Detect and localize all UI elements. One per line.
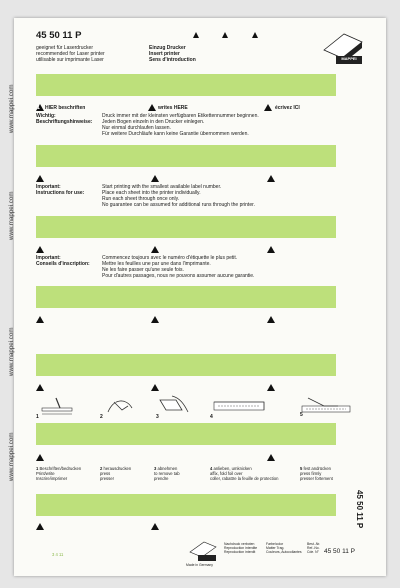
step-number: 1 <box>36 414 39 420</box>
number-badge-icon <box>36 316 44 323</box>
footer-text: Nachdruck verboten <box>224 542 255 546</box>
logo-text: MAPPEI <box>341 56 357 61</box>
label-strip <box>36 354 336 376</box>
step-fr: prendre <box>154 476 169 482</box>
number-badge-icon <box>36 384 44 391</box>
en-label-2: Instructions for use: <box>36 190 85 196</box>
footer-col-2 <box>266 542 302 554</box>
side-url: www.mappei.com <box>8 432 15 481</box>
footer-text: Farbe/color <box>266 542 284 546</box>
step-4-pictogram-icon <box>210 396 270 418</box>
label-strip <box>36 286 336 308</box>
number-badge-icon <box>36 175 44 182</box>
number-badge-icon <box>267 316 275 323</box>
step-number: 1 <box>36 466 39 471</box>
fr-line: Commencez toujours avec le numéro d'étiquette le plus petit. <box>102 255 238 261</box>
step-number: 5 <box>300 466 303 471</box>
step-number: 3 <box>156 414 159 420</box>
step-5-text <box>300 466 354 481</box>
number-badge-icon <box>264 104 272 111</box>
made-in-text: Made in Germany <box>186 563 213 567</box>
fr-line: Ne les faire passer qu'une seule fois. <box>102 267 184 273</box>
step-number: 2 <box>100 466 103 471</box>
footer-col-1 <box>224 542 257 554</box>
number-badge-icon <box>36 523 44 530</box>
step-number: 3 <box>154 466 157 471</box>
step-2-text <box>100 466 150 481</box>
footer-text: Couleurs, Autocollantes <box>266 550 302 555</box>
de-label-1: Wichtig: <box>36 113 56 119</box>
feed-en: Insert printer <box>149 51 180 57</box>
step-en: affix, fold foil over <box>210 471 243 477</box>
en-line: Place each sheet into the printer individually. <box>102 190 201 196</box>
step-2-pictogram-icon <box>100 394 140 416</box>
step-number: 2 <box>100 414 103 420</box>
number-badge-icon <box>151 523 159 530</box>
feed-de: Einzug Drucker <box>149 45 186 51</box>
number-badge-icon <box>148 104 156 111</box>
feed-arrow-icon <box>222 32 228 38</box>
step-3-text <box>154 466 206 481</box>
step-en: press <box>100 471 111 477</box>
de-line: Druck immer mit der kleinsten verfügbaren Etikettennummer beginnen. <box>102 113 259 119</box>
en-label-1: Important: <box>36 184 61 190</box>
step-fr: presser <box>100 476 114 482</box>
side-url: www.mappei.com <box>8 327 15 376</box>
label-sheet <box>8 18 386 576</box>
footer-text: Cde. N° <box>307 550 319 555</box>
header-en-line: recommended for Laser printer <box>36 51 105 57</box>
step-1-text <box>36 466 98 481</box>
step-en: to remove tab <box>154 471 180 477</box>
side-url: www.mappei.com <box>8 84 15 133</box>
fr-label-2: Conseils d'inscription: <box>36 261 90 267</box>
write-here-fr: écrivez ICI <box>275 105 300 111</box>
step-4-text <box>210 466 296 481</box>
bottom-left-code: 3 4 11 <box>52 552 64 557</box>
de-line: Jeden Bogen einzeln in den Drucker einlegen. <box>102 119 205 125</box>
step-1-pictogram-icon <box>36 396 76 418</box>
side-url: www.mappei.com <box>8 191 15 240</box>
footer-col-3 <box>307 542 320 554</box>
step-de: herausdrucken <box>103 466 132 471</box>
number-badge-icon <box>267 384 275 391</box>
product-number: 45 50 11 P <box>36 30 82 41</box>
footer-text: Matter Trag. <box>266 546 285 551</box>
footer-text: Ref.-No. <box>307 546 320 551</box>
footer-text: Reproduction interdite <box>224 546 258 551</box>
footer-text: Best.-Nr. <box>307 542 321 546</box>
label-strip <box>36 423 336 445</box>
number-badge-icon <box>267 246 275 253</box>
step-fr: presser fortement <box>300 476 333 482</box>
step-fr: coller, rabattre la feuille de protection <box>210 476 279 482</box>
step-3-pictogram-icon <box>154 394 194 416</box>
mappei-logo <box>320 32 366 66</box>
feed-arrow-icon <box>252 32 258 38</box>
de-line: Nur einmal durchlaufen lassen. <box>102 125 171 131</box>
number-badge-icon <box>151 384 159 391</box>
number-badge-icon <box>36 454 44 461</box>
label-number: 1 <box>37 105 40 111</box>
footer-product-number: 45 50 11 P <box>324 548 355 555</box>
step-number: 5 <box>300 412 303 418</box>
de-label-2: Beschriftungshinweise: <box>36 119 93 125</box>
step-number: 4 <box>210 414 213 420</box>
step-en: Print/write <box>36 471 55 477</box>
write-here-de: HIER beschriften <box>45 105 86 111</box>
en-line: Start printing with the smallest available label number. <box>102 184 222 190</box>
step-de: Beschriften/bedrucken <box>39 466 82 471</box>
write-here-en: writes HERE <box>158 105 188 111</box>
step-de: fest andrücken <box>303 466 331 471</box>
feed-fr: Sens d'introduction <box>149 57 196 63</box>
number-badge-icon <box>151 316 159 323</box>
vertical-product-number: 45 50 11 P <box>355 490 364 529</box>
feed-arrow-icon <box>193 32 199 38</box>
step-fr: Inscrire/imprimer <box>36 476 68 482</box>
de-line: Für weitere Durchläufe kann keine Garantie übernommen werden. <box>102 131 249 137</box>
label-strip <box>36 216 336 238</box>
number-badge-icon <box>151 246 159 253</box>
header-fr-line: utilisable sur imprimante Laser <box>36 57 104 63</box>
fr-line: Mettre les feuilles une par une dans l'imprimante. <box>102 261 211 267</box>
step-de: anlieben, umknicken <box>213 466 252 471</box>
header-de-line: geeignet für Laserdrucker <box>36 45 93 51</box>
number-badge-icon <box>267 175 275 182</box>
step-number: 4 <box>210 466 213 471</box>
number-badge-icon <box>267 454 275 461</box>
number-badge-icon <box>36 246 44 253</box>
step-5-pictogram-icon <box>298 394 358 416</box>
label-strip <box>36 494 336 516</box>
fr-line: Pour d'autres passages, nous ne pouvons assumer aucune garantie. <box>102 273 255 279</box>
footer-mappei-logo <box>188 540 218 562</box>
number-badge-icon <box>151 175 159 182</box>
label-strip <box>36 145 336 167</box>
en-line: No guarantee can be assumed for additional runs through the printer. <box>102 202 255 208</box>
step-en: press firmly <box>300 471 322 477</box>
footer-text: Reproduction interdit <box>224 550 256 555</box>
label-strip <box>36 74 336 96</box>
fr-label-1: Important: <box>36 255 61 261</box>
en-line: Run each sheet through once only. <box>102 196 180 202</box>
step-de: abnehmen <box>157 466 178 471</box>
